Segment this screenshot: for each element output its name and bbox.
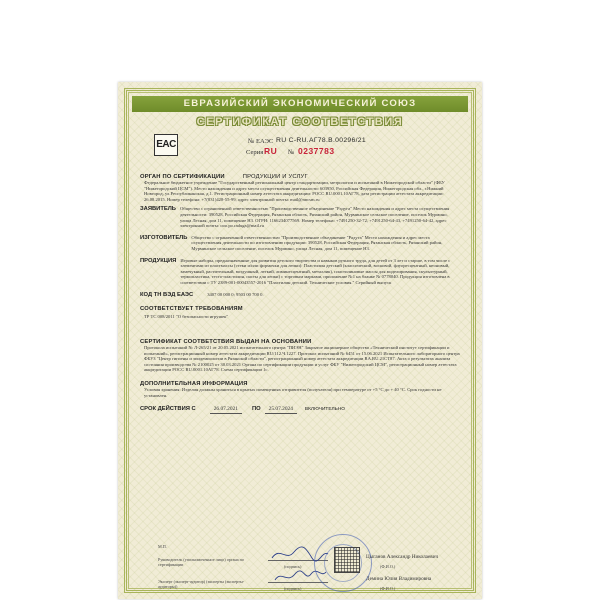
holographic-seal bbox=[334, 547, 360, 573]
series-value: RU bbox=[264, 146, 278, 156]
head-sign-hint: (подпись) bbox=[284, 564, 302, 569]
seal-place-label: М.П. bbox=[158, 544, 167, 549]
reg-number: RU C-RU.АГ78.В.00296/21 bbox=[276, 137, 366, 144]
certificate-body bbox=[140, 174, 460, 414]
head-name: Цыганов Александр Николаевич bbox=[366, 554, 439, 560]
term-inclusive: ВКЛЮЧИТЕЛЬНО bbox=[304, 407, 346, 413]
date-from: 26.07.2021 bbox=[210, 407, 242, 414]
serial-number: 0237783 bbox=[298, 146, 335, 156]
expert-caption: Эксперт (эксперт-аудитор) (эксперты (эксперты-аудиторы)) bbox=[158, 579, 245, 589]
expert-name: Демина Юлия Владимировна bbox=[366, 576, 432, 582]
expert-sign-hint: (подпись) bbox=[284, 586, 302, 591]
eac-logo: EAC bbox=[154, 134, 178, 156]
requirements-text: ТР ТС 008/2011 "О безопасности игрушек" bbox=[144, 313, 229, 319]
certificate-title: СЕРТИФИКАТ СООТВЕТСТВИЯ bbox=[196, 116, 404, 128]
basis-title: СЕРТИФИКАТ СООТВЕТСТВИЯ ВЫДАН НА ОСНОВАНИИ bbox=[140, 339, 312, 346]
applicant-label: ЗАЯВИТЕЛЬ bbox=[140, 206, 176, 213]
product-text: Игровые наборы, предназначенные для развития детского творчества и навыков ручного труда, для детей от 3 лет и старше, в том числе с элементами из пластмассы (стеки и/или формочки для лепки): Пластилин детский (классический, восковой, флуоресцентный, неоновый, замечукный, растительный, воздушный, легкий, лиминесцентный, металлик), пластилиновые массы для моделирования, скульптурный, термопластика, тесто-пластилин, пасты для лепки) с торговым марками, приложение №1 на бланке № 0778040. Продукция изготовлена в соответствии с ТУ 2389-001-00043557-2016 "Пластилин детский. Технические условия." Серийный выпуск bbox=[180, 257, 451, 285]
date-to: 25.07.2024 bbox=[265, 407, 297, 414]
expert-fio-hint: (Ф.И.О.) bbox=[380, 586, 396, 591]
reg-prefix: № ЕАЭС bbox=[248, 138, 274, 145]
basis-text: Протокола испытаний № Л-265/21 от 20.05.2021 испытательного центра "ПИЭН" Закрытое акционерное общество «Технический институт сертификации и испытаний», регистрационный номер аттестата аккредитации RU/112.Ч.1227. Протокол испытаний № 6451 от 15.06.2021 Испытательного лабораторного центра ФБУЗ "Центр гигиены и эпидемиологии в Рязанской области", регистрационный номер аттестата аккредитации RA.RU.21CT87. Акта о результатах анализа состояния производства № 2100025 от 30.03.2021 Органа по сертификации продукции и услуг ФБУ "Нижегородский ЦСМ", регистрационный номер аттестата аккредитации РОСС RU.0001.10АГ78. Схема сертификации 1с. bbox=[144, 345, 460, 373]
extra-info-title: ДОПОЛНИТЕЛЬНАЯ ИНФОРМАЦИЯ bbox=[140, 381, 248, 388]
product-label: ПРОДУКЦИЯ bbox=[140, 257, 177, 264]
serial-no-label: № bbox=[288, 149, 295, 156]
applicant-text: Общество с ограниченной ответственностью "Производственное объединение "Радуга" Место нахождения и адрес места осуществления деятельности: 390528, Российская Федерация, Рязанская область, Рязанский район, Мурминское сельское поселение, поселок Мурмино, улица Лесная, дом 11, помещение Н3. ОГРН: 1166234077569. Номер телефона: +7491250-32-72, +7491250-64-43, +7491250-64-42, адрес электронной почты: ooo.po.raduga@mail.ru bbox=[179, 206, 450, 229]
org-title: ОРГАН ПО СЕРТИФИКАЦИИ bbox=[140, 174, 225, 180]
eaeu-banner: ЕВРАЗИЙСКИЙ ЭКОНОМИЧЕСКИЙ СОЮЗ bbox=[132, 96, 468, 112]
maker-label: ИЗГОТОВИТЕЛЬ bbox=[140, 234, 188, 241]
term-label: СРОК ДЕЙСТВИЯ С bbox=[140, 406, 196, 413]
head-fio-hint: (Ф.И.О.) bbox=[380, 564, 396, 569]
series-label: Серия bbox=[246, 149, 264, 156]
org-text: Федеральное бюджетное учреждение "Государственный региональный центр стандартизации, метрологии и испытаний в Нижегородской области" (ФБУ "Нижегородский ЦСМ"). Место нахождения и адрес места осуществления деятельности: 603950, Российская Федерация, Нижегородская обл., г.Нижний Новгород, ул.Республиканская, д.1. Регистрационный номер аттестата аккредитации: РОСС RU.0001.10АГ78, дата регистрации аттестата аккредитации: 26.08.2015. Номер телефона: +7(831)428-55-99, адрес электронной почты: mail@nncsm.ru bbox=[144, 180, 445, 202]
code-label: КОД ТН ВЭД ЕАЭС bbox=[140, 291, 194, 298]
extra-info-text: Условия хранения: Изделия должны храниться в крытых помещениях отправителя (получателя) при температуре от +5 °С до + 40 °С. Срок годности не установлен. bbox=[144, 387, 442, 398]
org-subtitle: ПРОДУКЦИИ И УСЛУГ bbox=[242, 174, 308, 180]
maker-text: Общество с ограниченной ответственностью "Производственное объединение "Радуга" Место нахождения и адрес места осуществления деятельности по изготовлению продукции: 390528, Российская Федерация, Рязанская область, Рязанский район, Мурминское сельское поселение, поселок Мурмино, улица Лесная, дом 11, помещение Н3. bbox=[191, 234, 443, 251]
requirements-title: СООТВЕТСТВУЕТ ТРЕБОВАНИЯМ bbox=[140, 305, 243, 312]
certificate-sheet bbox=[118, 82, 482, 599]
term-to-label: ПО bbox=[251, 406, 261, 413]
code-text: 3407 00 000 0; 9503 00 700 0. bbox=[207, 291, 264, 297]
head-caption: Руководитель (уполномоченное лицо) органа по сертификации bbox=[158, 557, 244, 567]
